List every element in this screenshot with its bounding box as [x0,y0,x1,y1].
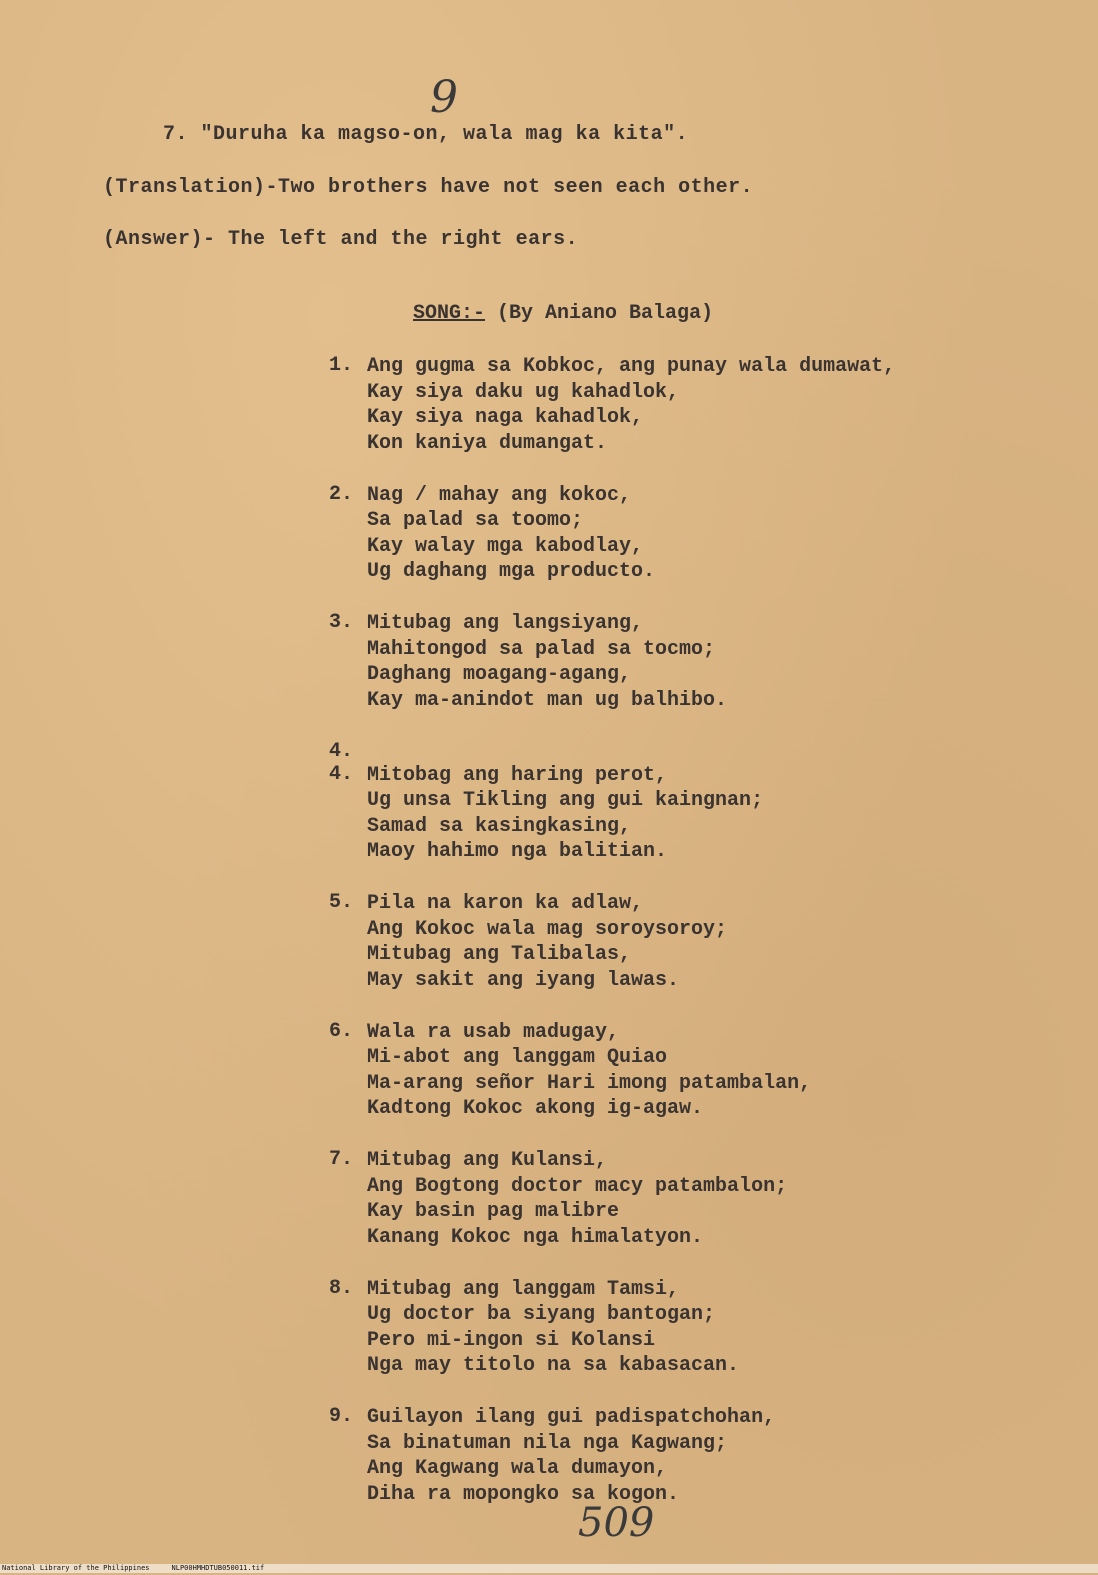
song-heading [413,302,713,325]
verse-line: Mi-abot ang langgam Quiao [367,1046,668,1069]
verse-line: Mitubag ang Kulansi, [367,1149,608,1172]
verse-line: Kay walay mga kabodlay, [367,534,644,558]
footer-library: National Library of the Philippines [2,1564,150,1572]
verse-line: Ang gugma sa Kobkoc, ang punay wala dumawat, [367,355,896,378]
riddle-answer: (Answer)- The left and the right ears. [103,228,579,251]
verse-line: Kanang Kokoc nga himalatyon. [367,1225,704,1249]
verse-line: Kon kaniya dumangat. [367,431,608,455]
verse-line: Nag / mahay ang kokoc, [367,483,632,507]
verse [329,1277,1069,1406]
verse-number: 6. [329,1019,354,1043]
song-heading-label: SONG:- [413,302,486,325]
verse [329,1148,1069,1277]
verse [329,483,1069,612]
verse-number: 3. [329,611,354,634]
verse [329,1020,1069,1149]
verse-line: Maoy hahimo nga balitian. [367,840,668,863]
verse-line: Kay siya naga kahadlok, [367,406,644,429]
song-heading-author: (By Aniano Balaga) [497,302,714,325]
verse-line: Ang Kagwang wala dumayon, [367,1457,668,1480]
verse-line: Kadtong Kokoc akong ig-agaw. [367,1097,704,1120]
verse-line: Kay siya daku ug kahadlok, [367,380,680,404]
verse-line: Ang Kokoc wala mag soroysoroy; [367,917,728,941]
verse-line: Wala ra usab madugay, [367,1020,620,1044]
verse-line: Ang Bogtong doctor macy patambalon; [367,1174,788,1198]
verse-line: Ma-arang señor Hari imong patambalan, [367,1071,812,1095]
verse-line: Kay ma-anindot man ug balhibo. [367,688,728,712]
handwritten-folio-number: 509 [578,1500,655,1546]
riddle-translation: (Translation)-Two brothers have not seen each other. [103,176,754,199]
verse-line: Mitubag ang langgam Tamsi, [367,1277,680,1301]
verse-line: Samad sa kasingkasing, [367,814,632,838]
verse-line: Diha ra mopongko sa kogon. [367,1482,680,1506]
verse-number: 2. [329,482,354,506]
verse-number: 9. [329,1405,354,1428]
song-verses [329,354,1069,1534]
verse-stray-number [329,740,1069,763]
verse-line: Pila na karon ka adlaw, [367,892,644,915]
verse-line: Pero mi-ingon si Kolansi [367,1328,656,1352]
verse [329,763,1069,892]
verse-line: May sakit ang iyang lawas. [367,968,680,992]
verse-line: Mahitongod sa palad sa tocmo; [367,637,716,661]
verse-line: Mitubag ang Talibalas, [367,943,632,966]
verse-number: 7. [329,1148,354,1171]
verse-number: 8. [329,1276,354,1300]
verse-line: Sa palad sa toomo; [367,509,584,532]
verse-line: Daghang moagang-agang, [367,663,632,686]
verse [329,354,1069,483]
verse-line: Nga may titolo na sa kabasacan. [367,1354,740,1377]
verse [329,611,1069,740]
verse-number: 4. [329,739,354,763]
verse-line: Ug doctor ba siyang bantogan; [367,1303,716,1326]
verse-line: Ug unsa Tikling ang gui kaingnan; [367,789,764,812]
riddle-question: 7. "Duruha ka magso-on, wala mag ka kita". [163,123,689,146]
verse-line: Guilayon ilang gui padispatchohan, [367,1406,776,1429]
verse-number: 4. [329,762,354,786]
verse-number: 5. [329,891,354,914]
scan-footer [0,1564,1098,1573]
verse-line: Mitobag ang haring perot, [367,763,668,787]
verse-line: Sa binatuman nila nga Kagwang; [367,1431,728,1455]
handwritten-page-number: 9 [430,72,458,123]
verse [329,891,1069,1020]
verse-line: Kay basin pag malibre [367,1200,620,1223]
verse-number: 1. [329,354,354,377]
verse-line: Mitubag ang langsiyang, [367,612,644,635]
verse [329,1405,1069,1534]
footer-filename: NLP00HMHDTUB050011.tif [171,1564,265,1572]
verse-line: Ug daghang mga producto. [367,560,656,583]
